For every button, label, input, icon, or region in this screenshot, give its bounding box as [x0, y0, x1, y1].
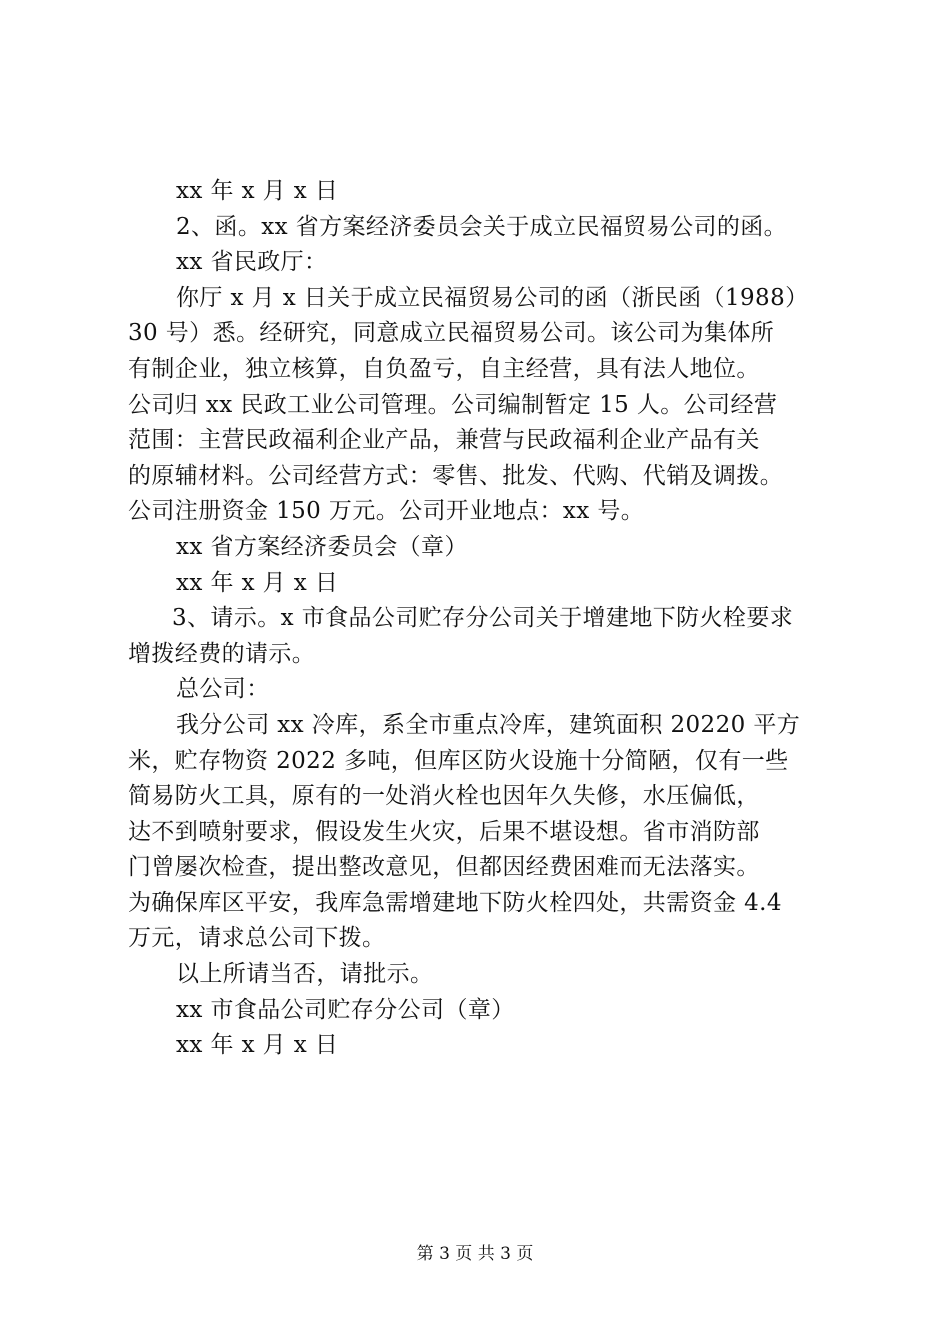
request-body-line: 门曾屡次检查，提出整改意见，但都因经费困难而无法落实。 — [128, 854, 760, 881]
closing-line: 以上所请当否，请批示。 — [176, 961, 434, 988]
request-body-line: 简易防火工具，原有的一处消火栓也因年久失修，水压偏低， — [128, 783, 760, 810]
letter-body-line: 范围：主营民政福利企业产品，兼营与民政福利企业产品有关 — [128, 427, 760, 454]
date-line-3: xx 年 x 月 x 日 — [176, 1032, 339, 1059]
request-body-line: 我分公司 xx 冷库，系全市重点冷库，建筑面积 20220 平方 — [176, 711, 801, 738]
document-body — [128, 174, 828, 1064]
request-body-line: 米，贮存物资 2022 多吨，但库区防火设施十分简陋，仅有一些 — [128, 747, 789, 774]
letter-body-line: 有制企业，独立核算，自负盈亏，自主经营，具有法人地位。 — [128, 355, 760, 382]
letter-body-line: 30 号）悉。经研究，同意成立民福贸易公司。该公司为集体所 — [128, 320, 775, 347]
date-line-2: xx 年 x 月 x 日 — [176, 569, 339, 596]
letter-body-line: 你厅 x 月 x 日关于成立民福贸易公司的函（浙民函（1988） — [176, 284, 809, 311]
date-line-1: xx 年 x 月 x 日 — [176, 178, 339, 204]
request-body-line: 达不到喷射要求，假设发生火灾，后果不堪设想。省市消防部 — [128, 818, 760, 845]
letter-body-line: 公司归 xx 民政工业公司管理。公司编制暂定 15 人。公司经营 — [128, 391, 778, 418]
request-body-line: 万元，请求总公司下拨。 — [128, 925, 386, 952]
signature-line-1: xx 省方案经济委员会（章） — [176, 533, 468, 560]
letter-body-line: 的原辅材料。公司经营方式：零售、批发、代购、代销及调拨。 — [128, 462, 784, 489]
section-3-heading-cont: 增拨经费的请示。 — [128, 640, 316, 667]
letter-body-line: 公司注册资金 150 万元。公司开业地点：xx 号。 — [128, 498, 645, 525]
recipient-line-1: xx 省民政厅： — [176, 249, 328, 276]
signature-line-2: xx 市食品公司贮存分公司（章） — [176, 996, 515, 1023]
section-3-heading: 3、请示。x 市食品公司贮存分公司关于增建地下防火栓要求 — [172, 605, 794, 632]
recipient-line-2: 总公司： — [176, 676, 270, 703]
section-2-heading: 2、函。xx 省方案经济委员会关于成立民福贸易公司的函。 — [176, 213, 788, 240]
page-footer: 第 3 页 共 3 页 — [416, 1244, 534, 1264]
request-body-line: 为确保库区平安，我库急需增建地下防火栓四处，共需资金 4.4 — [128, 889, 782, 916]
